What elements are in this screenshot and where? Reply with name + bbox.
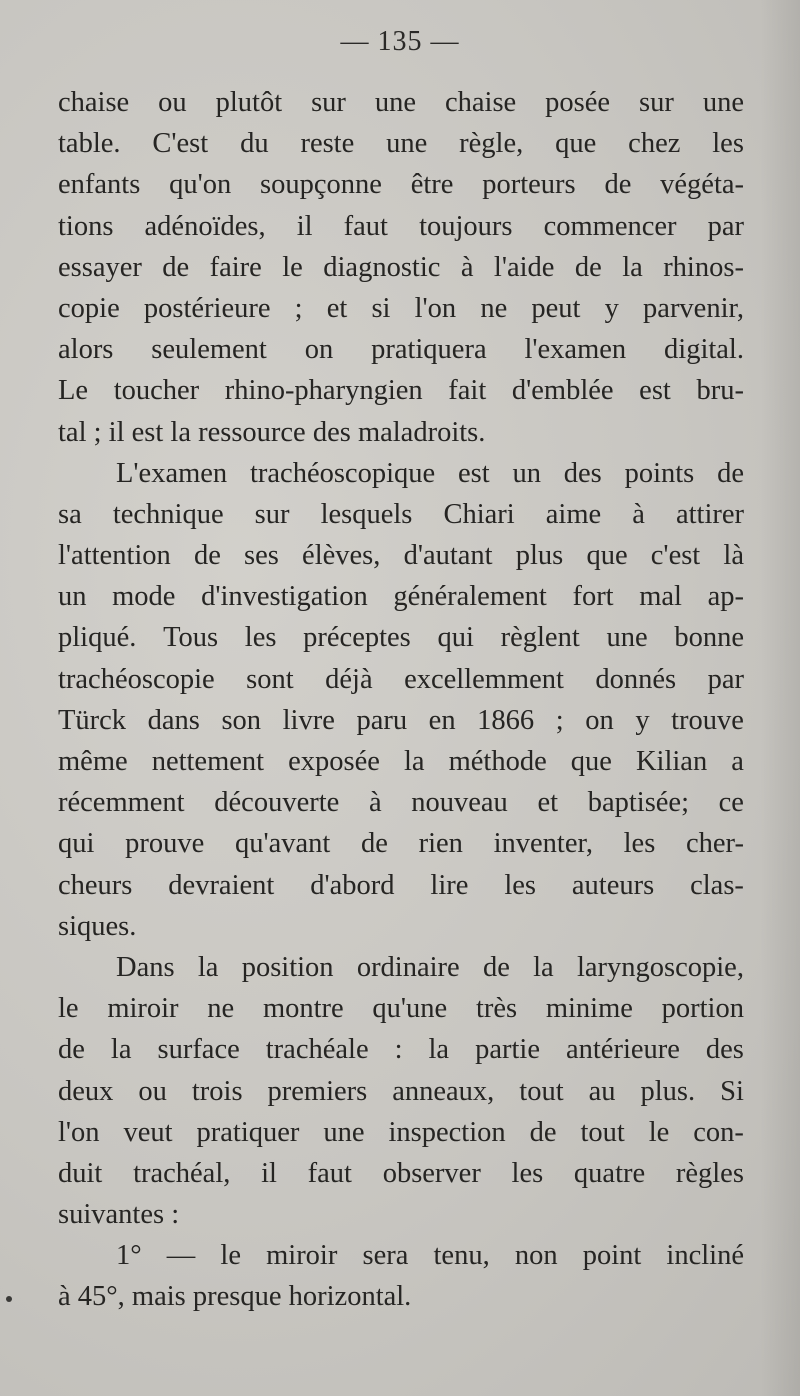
text-line: 1° — le miroir sera tenu, non point incliné	[116, 1240, 744, 1272]
text-line: Türck dans son livre paru en 1866 ; on y trouve	[58, 704, 744, 736]
text-line: trachéoscopie sont déjà excellemment donnés par	[58, 663, 744, 695]
text-line: alors seulement on pratiquera l'examen digital.	[58, 334, 744, 366]
text-line: L'examen trachéoscopique est un des points de	[116, 457, 744, 489]
text-line: récemment découverte à nouveau et baptisée; ce	[58, 787, 744, 819]
text-line: l'attention de ses élèves, d'autant plus que c'est là	[58, 540, 744, 572]
text-line: l'on veut pratiquer une inspection de tout le con-	[58, 1116, 744, 1148]
text-line: à 45°, mais presque horizontal.	[58, 1281, 412, 1313]
body-text	[58, 82, 744, 1318]
text-line: deux ou trois premiers anneaux, tout au plus. Si	[58, 1075, 744, 1107]
text-line: sa technique sur lesquels Chiari aime à attirer	[58, 498, 744, 530]
text-line: chaise ou plutôt sur une chaise posée sur une	[58, 87, 744, 118]
text-line: tal ; il est la ressource des maladroits.	[58, 416, 486, 448]
margin-speck	[6, 1296, 12, 1302]
text-line: de la surface trachéale : la partie antérieure des	[58, 1034, 744, 1066]
text-line: Le toucher rhino-pharyngien fait d'emblée est bru-	[58, 375, 744, 407]
text-line: enfants qu'on soupçonne être porteurs de végéta-	[58, 169, 744, 201]
text-line: siques.	[58, 910, 137, 942]
text-line: suivantes :	[58, 1199, 180, 1231]
text-line: Dans la position ordinaire de la laryngoscopie,	[116, 951, 744, 983]
text-line: le miroir ne montre qu'une très minime portion	[58, 993, 744, 1025]
text-line: essayer de faire le diagnostic à l'aide de la rhinos-	[58, 251, 744, 283]
text-line: tions adénoïdes, il faut toujours commencer par	[58, 210, 744, 242]
text-line: cheurs devraient d'abord lire les auteurs clas-	[58, 869, 744, 901]
text-line: pliqué. Tous les préceptes qui règlent une bonne	[58, 622, 744, 654]
text-line: un mode d'investigation généralement fort mal ap-	[58, 581, 744, 613]
text-line: duit trachéal, il faut observer les quatre règles	[58, 1157, 744, 1189]
page-number: — 135 —	[340, 26, 460, 57]
text-line: table. C'est du reste une règle, que chez les	[58, 128, 744, 160]
text-line: copie postérieure ; et si l'on ne peut y parvenir,	[58, 292, 744, 324]
text-line: qui prouve qu'avant de rien inventer, les cher-	[58, 828, 744, 860]
text-line: même nettement exposée la méthode que Kilian a	[58, 746, 744, 777]
